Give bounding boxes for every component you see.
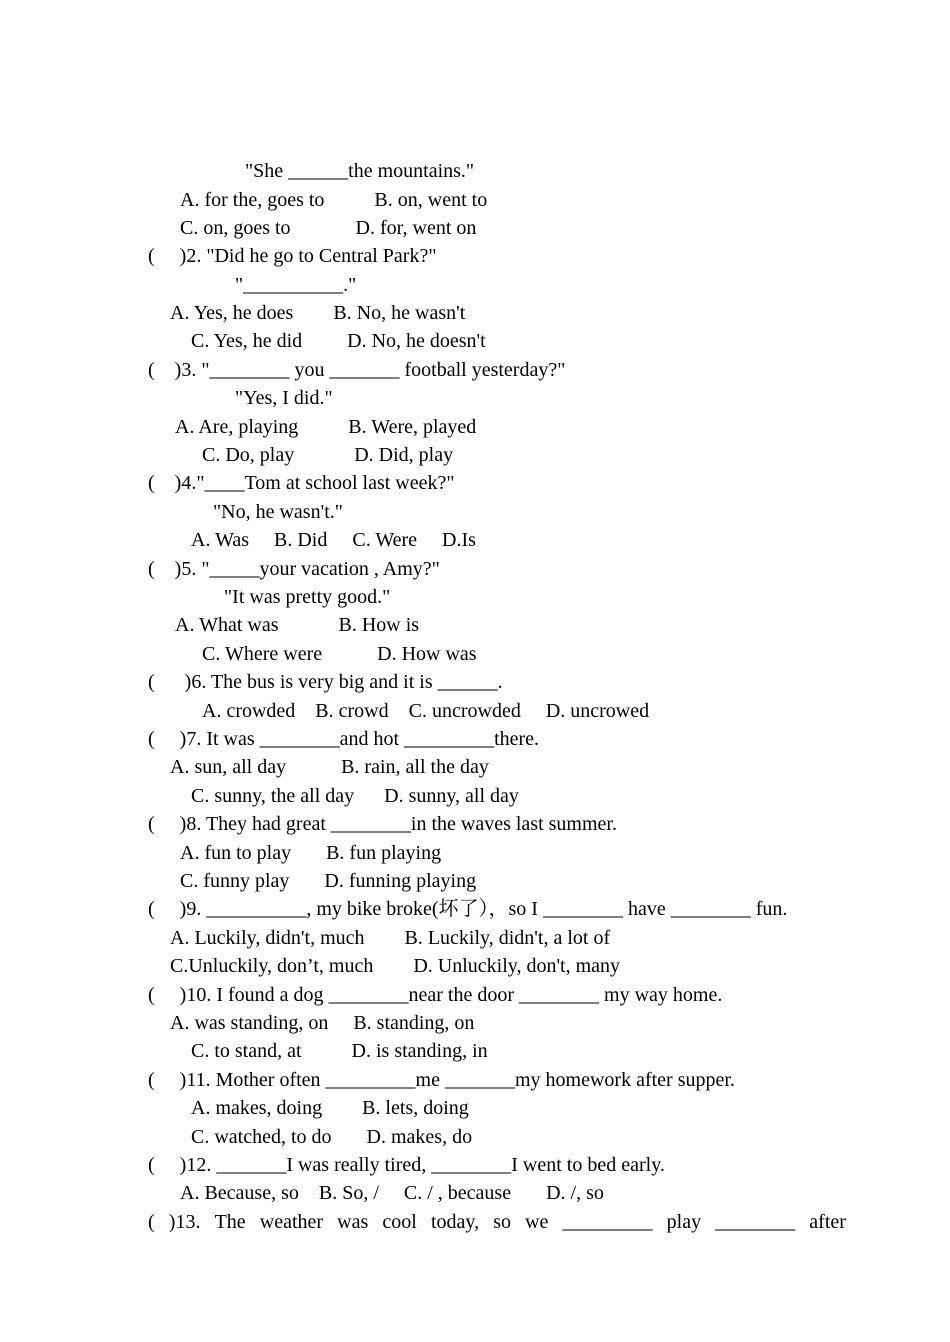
- question-13-word: )13.: [168, 1211, 201, 1233]
- question-13-blank: _________: [562, 1211, 653, 1233]
- question-5-options-ab: A. What was B. How is: [175, 614, 420, 636]
- question-12-stem: ( )12. _______I was really tired, ________I went to bed early.: [148, 1154, 665, 1176]
- question-4-stem: ( )4."____Tom at school last week?": [148, 472, 455, 494]
- question-9-options-cd: C.Unluckily, don’t, much D. Unluckily, don't, many: [170, 955, 621, 977]
- question-13-word: cool: [382, 1211, 417, 1233]
- question-3-options-cd: C. Do, play D. Did, play: [202, 444, 454, 466]
- question-5-options-cd: C. Where were D. How was: [202, 643, 477, 665]
- question-11-stem: ( )11. Mother often _________me _______my homework after supper.: [148, 1069, 735, 1091]
- question-3-stem: ( )3. "________ you _______ football yesterday?": [148, 359, 566, 381]
- question-9-stem: ( )9. __________, my bike broke(坏了），so I ________ have ________ fun.: [148, 898, 788, 920]
- question-11-options-ab: A. makes, doing B. lets, doing: [191, 1097, 469, 1119]
- question-2-options-cd: C. Yes, he did D. No, he doesn't: [191, 330, 486, 352]
- question-2-options-ab: A. Yes, he does B. No, he wasn't: [170, 302, 466, 324]
- question-13-word: was: [337, 1211, 369, 1233]
- question-2-stem: ( )2. "Did he go to Central Park?": [148, 245, 437, 267]
- question-5-answer-line: "It was pretty good.": [224, 586, 391, 608]
- question-10-options-cd: C. to stand, at D. is standing, in: [191, 1040, 488, 1062]
- question-4-answer-line: "No, he wasn't.": [213, 501, 343, 523]
- question-8-options-cd: C. funny play D. funning playing: [180, 870, 477, 892]
- question-8-options-ab: A. fun to play B. fun playing: [180, 842, 442, 864]
- question-4-options: A. Was B. Did C. Were D.Is: [191, 529, 476, 551]
- question-13-word: so: [493, 1211, 511, 1233]
- question-3-answer-line: "Yes, I did.": [235, 387, 333, 409]
- question-5-stem: ( )5. "_____your vacation , Amy?": [148, 558, 440, 580]
- question-9-options-ab: A. Luckily, didn't, much B. Luckily, didn't, a lot of: [170, 927, 611, 949]
- question-13-word: after: [809, 1211, 846, 1233]
- question-6-stem: ( )6. The bus is very big and it is ______.: [148, 671, 503, 693]
- question-13-blank: ________: [715, 1211, 796, 1233]
- question-10-stem: ( )10. I found a dog ________near the door ________ my way home.: [148, 984, 723, 1006]
- question-13-word: we: [525, 1211, 549, 1233]
- question-7-options-cd: C. sunny, the all day D. sunny, all day: [191, 785, 519, 807]
- question-12-options: A. Because, so B. So, / C. / , because D. /, so: [180, 1182, 604, 1204]
- question-13-word: (: [148, 1211, 155, 1233]
- question-1-options-cd: C. on, goes to D. for, went on: [180, 217, 477, 239]
- question-13-word: The: [214, 1211, 246, 1233]
- question-6-options: A. crowded B. crowd C. uncrowded D. uncrowed: [202, 700, 650, 722]
- question-13-word: weather: [259, 1211, 324, 1233]
- question-10-options-ab: A. was standing, on B. standing, on: [170, 1012, 475, 1034]
- question-13-stem: [148, 1208, 846, 1236]
- question-13-word: play: [666, 1211, 702, 1233]
- question-7-options-ab: A. sun, all day B. rain, all the day: [170, 756, 489, 778]
- question-3-options-ab: A. Are, playing B. Were, played: [175, 416, 477, 438]
- question-11-options-cd: C. watched, to do D. makes, do: [191, 1126, 473, 1148]
- question-2-answer-line: "__________.": [235, 274, 357, 296]
- question-1-options-ab: A. for the, goes to B. on, went to: [180, 189, 488, 211]
- question-7-stem: ( )7. It was ________and hot _________there.: [148, 728, 540, 750]
- question-1-prompt-line: "She ______the mountains.": [245, 160, 475, 182]
- question-8-stem: ( )8. They had great ________in the waves last summer.: [148, 813, 617, 835]
- question-13-word: today,: [430, 1211, 480, 1233]
